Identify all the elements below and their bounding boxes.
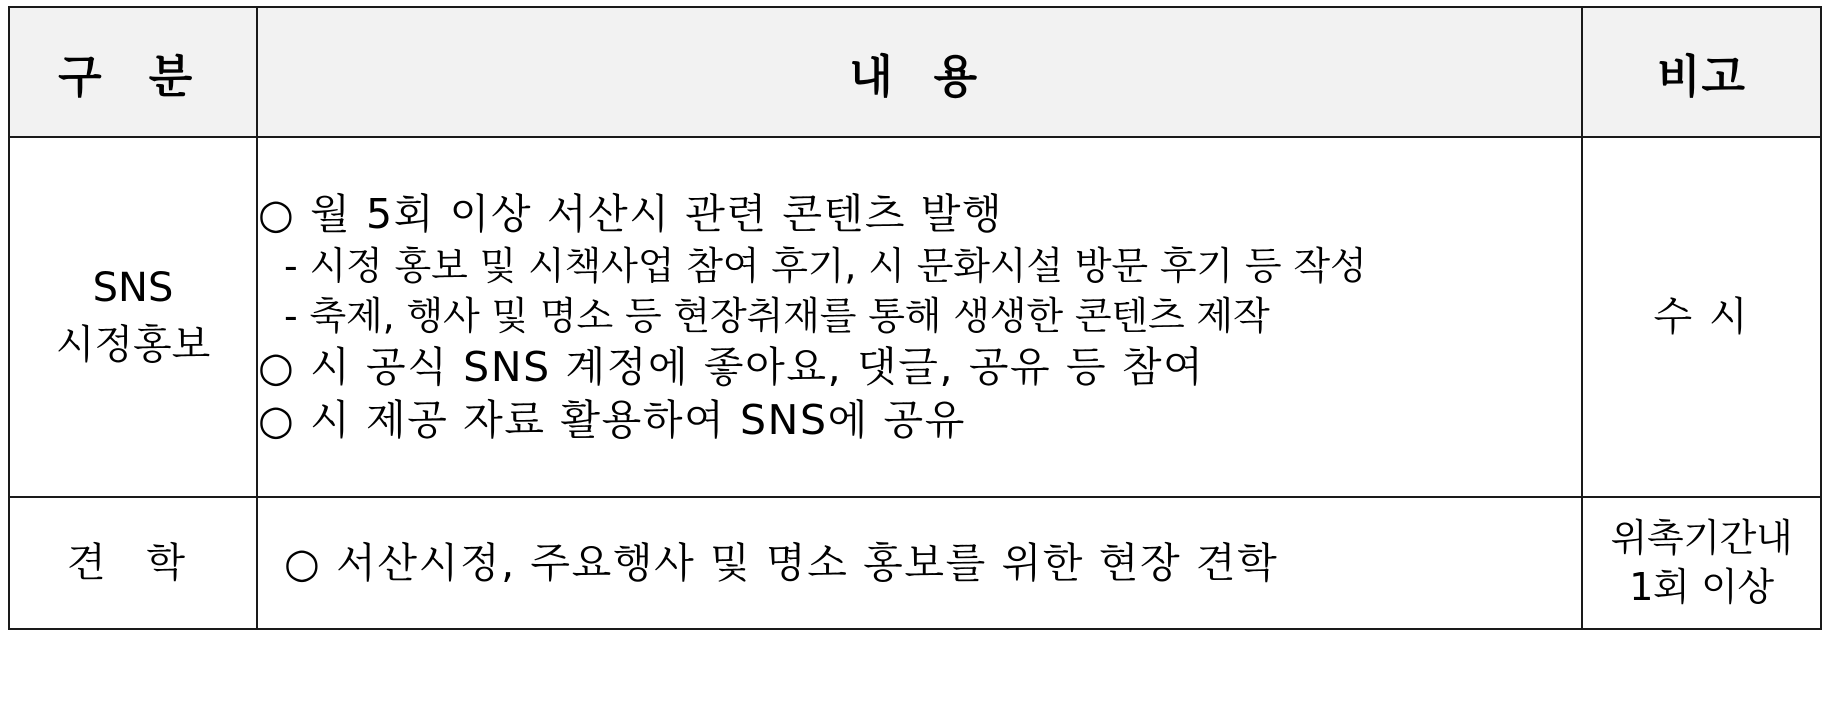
- content-line: ○ 시 공식 SNS 계정에 좋아요, 댓글, 공유 등 참여: [258, 342, 1205, 391]
- note-line-1: 수 시: [1653, 294, 1750, 340]
- content-line: - 시정 홍보 및 시책사업 참여 후기, 시 문화시설 방문 후기 등 작성: [284, 243, 1367, 288]
- cell-content-sns: [257, 137, 1582, 497]
- table-header-row: [9, 7, 1821, 137]
- cell-note-visit: [1582, 497, 1821, 629]
- content-line: - 축제, 행사 및 명소 등 현장취재를 통해 생생한 콘텐츠 제작: [284, 293, 1270, 338]
- cell-division-sns: [9, 137, 257, 497]
- header-cell-note: 비고: [1582, 7, 1821, 137]
- division-line-1: 견 학: [67, 539, 199, 586]
- header-cell-division: 구 분: [9, 7, 257, 137]
- table-row: [9, 137, 1821, 497]
- content-line: ○ 월 5회 이상 서산시 관련 콘텐츠 발행: [258, 189, 1004, 238]
- table-header: [9, 7, 1821, 137]
- table-row: [9, 497, 1821, 629]
- cell-division-visit: [9, 497, 257, 629]
- table-body: [9, 137, 1821, 629]
- header-cell-content: 내 용: [257, 7, 1582, 137]
- note-line-2: 1회 이상: [1629, 565, 1774, 609]
- content-line: ○ 시 제공 자료 활용하여 SNS에 공유: [258, 395, 967, 444]
- note-line-1: 위촉기간내: [1610, 515, 1793, 560]
- cell-content-visit: [257, 497, 1582, 629]
- division-line-2: 시정홍보: [55, 322, 211, 368]
- division-line-1: SNS: [92, 265, 174, 312]
- content-table: [8, 6, 1822, 630]
- content-line: ○ 서산시정, 주요행사 및 명소 홍보를 위한 현장 견학: [284, 538, 1279, 587]
- cell-note-sns: [1582, 137, 1821, 497]
